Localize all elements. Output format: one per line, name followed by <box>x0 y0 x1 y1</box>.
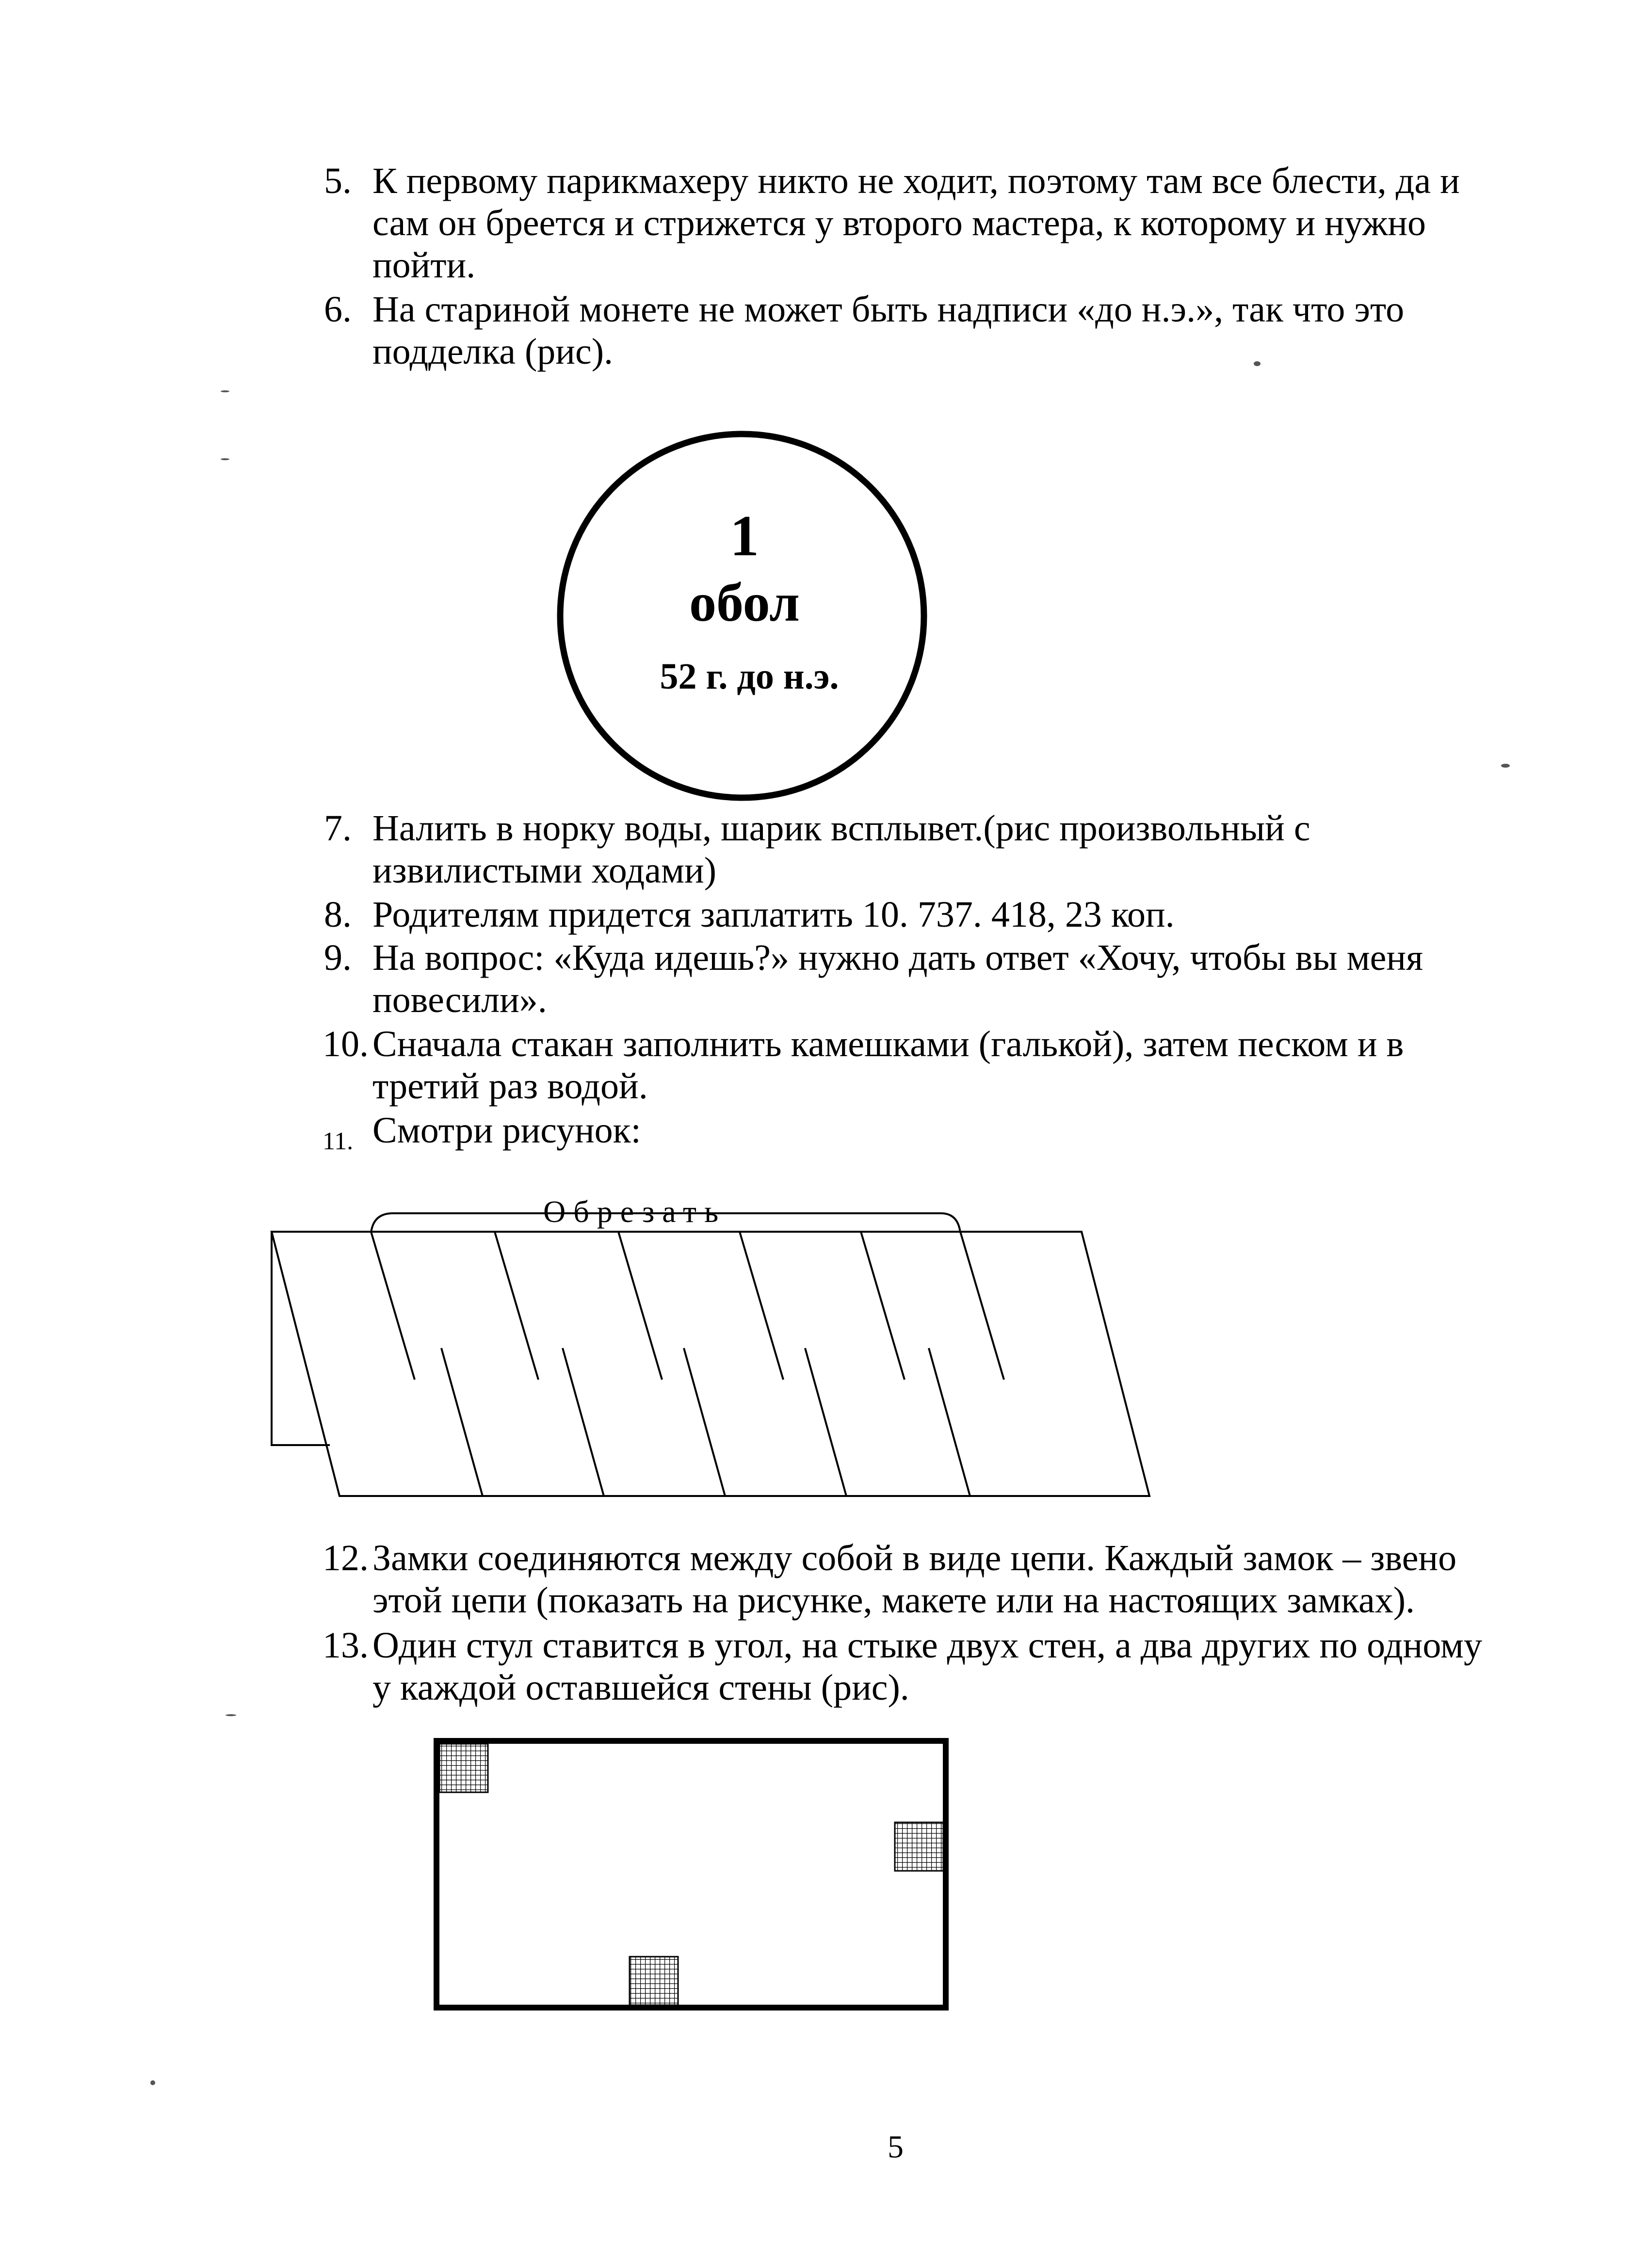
item-number: 10. <box>323 1024 369 1064</box>
item-text: Один стул ставится в угол, на стыке двух стен, а два других по одному у каждой оставшейся стены (рис). <box>372 1625 1482 1708</box>
item-text: Налить в норку воды, шарик всплывет.(рис произвольный с извилистыми ходами) <box>372 808 1310 891</box>
chair-corner <box>439 1744 488 1792</box>
room-outline <box>436 1741 946 2008</box>
scan-speck <box>221 458 229 460</box>
item-number: 11. <box>323 1127 354 1155</box>
scan-speck <box>150 2080 155 2085</box>
item-text: Сначала стакан заполнить камешками (галькой), затем песком и в третий раз водой. <box>372 1024 1404 1107</box>
item-text: Смотри рисунок: <box>372 1110 641 1151</box>
item-text: К первому парикмахеру никто не ходит, поэтому там все блести, да и сам он бреется и стрижется у второго мастера, к которому и нужно пойти. <box>372 161 1460 286</box>
scan-speck <box>1254 361 1261 366</box>
room-figure <box>432 1736 960 2017</box>
coin-figure <box>553 427 931 805</box>
scan-speck <box>221 390 229 392</box>
item-text: Родителям придется заплатить 10. 737. 418, 23 коп. <box>372 894 1175 935</box>
item-number: 5. <box>324 161 352 201</box>
coin-unit: обол <box>689 573 800 633</box>
chair-right-wall <box>895 1822 943 1871</box>
chair-bottom-wall <box>630 1957 678 2005</box>
sheet-outline <box>272 1232 1149 1496</box>
item-number: 12. <box>323 1538 369 1578</box>
item-number: 7. <box>324 808 352 849</box>
item-number: 13. <box>323 1625 369 1666</box>
page-number: 5 <box>888 2129 904 2165</box>
scan-speck <box>226 1714 236 1716</box>
scan-speck <box>1501 764 1510 768</box>
item-number: 9. <box>324 937 352 978</box>
coin-value: 1 <box>730 503 759 568</box>
cut-label: Обрезать <box>543 1194 727 1229</box>
item-text: На вопрос: «Куда идешь?» нужно дать ответ «Хочу, чтобы вы меня повесили». <box>372 937 1423 1020</box>
cut-figure <box>262 1193 1159 1513</box>
item-number: 6. <box>324 289 352 330</box>
item-text: Замки соединяются между собой в виде цепи. Каждый замок – звено этой цепи (показать на рисунке, макете или на настоящих замках). <box>372 1538 1457 1621</box>
item-text: На стариной монете не может быть надписи «до н.э.», так что это подделка (рис). <box>372 289 1405 372</box>
item-number: 8. <box>324 894 352 935</box>
coin-date: 52 г. до н.э. <box>660 656 839 697</box>
